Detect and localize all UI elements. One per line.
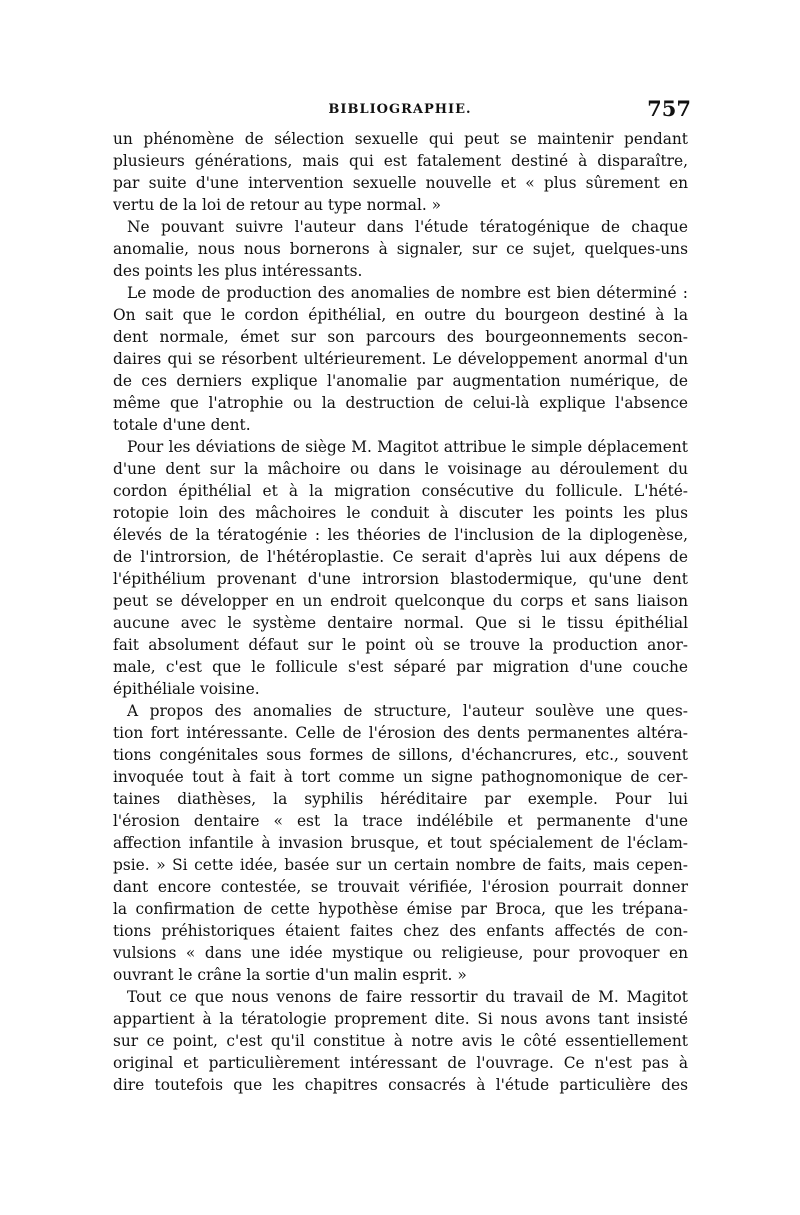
text-line: male, c'est que le follicule s'est séparé par migration d'une couche — [113, 658, 688, 676]
text-line: de l'introrsion, de l'hétéroplastie. Ce serait d'après lui aux dépens de — [113, 548, 688, 566]
body-text — [113, 128, 688, 1096]
text-line: affection infantile à invasion brusque, et tout spécialement de l'éclam- — [113, 834, 688, 852]
text-line: cordon épithélial et à la migration consécutive du follicule. L'hété- — [113, 482, 688, 500]
running-head — [113, 96, 691, 126]
text-line: rotopie loin des mâchoires le conduit à discuter les points les plus — [113, 504, 688, 522]
text-line: plusieurs générations, mais qui est fatalement destiné à disparaître, — [113, 152, 688, 170]
text-line: Tout ce que nous venons de faire ressortir du travail de M. Magitot — [127, 988, 688, 1006]
text-line: tions congénitales sous formes de sillons, d'échancrures, etc., souvent — [113, 746, 688, 764]
paragraph — [113, 436, 688, 700]
text-line: taines diathèses, la syphilis héréditaire par exemple. Pour lui — [113, 790, 688, 808]
text-line: aucune avec le système dentaire normal. Que si le tissu épithélial — [113, 614, 688, 632]
text-line: la confirmation de cette hypothèse émise par Broca, que les trépana- — [113, 900, 688, 918]
text-line: original et particulièrement intéressant de l'ouvrage. Ce n'est pas à — [113, 1054, 688, 1072]
text-line: Le mode de production des anomalies de nombre est bien déterminé : — [127, 284, 688, 302]
text-line: anomalie, nous nous bornerons à signaler, sur ce sujet, quelques-uns — [113, 240, 688, 258]
text-line: psie. » Si cette idée, basée sur un certain nombre de faits, mais cepen- — [113, 856, 688, 874]
text-line: fait absolument défaut sur le point où se trouve la production anor- — [113, 636, 688, 654]
text-line: ouvrant le crâne la sortie d'un malin esprit. » — [113, 966, 467, 984]
page-number: 757 — [647, 96, 691, 121]
text-line: totale d'une dent. — [113, 416, 251, 434]
text-line: épithéliale voisine. — [113, 680, 260, 698]
text-line: un phénomène de sélection sexuelle qui peut se maintenir pendant — [113, 130, 688, 148]
text-line: d'une dent sur la mâchoire ou dans le voisinage au déroulement du — [113, 460, 688, 478]
text-line: daires qui se résorbent ultérieurement. Le développement anormal d'un — [113, 350, 688, 368]
text-line: vulsions « dans une idée mystique ou religieuse, pour provoquer en — [113, 944, 688, 962]
text-line: même que l'atrophie ou la destruction de celui-là explique l'absence — [113, 394, 688, 412]
text-line: dent normale, émet sur son parcours des bourgeonnements secon- — [113, 328, 688, 346]
text-line: élevés de la tératogénie : les théories de l'inclusion de la diplogenèse, — [113, 526, 688, 544]
text-line: Ne pouvant suivre l'auteur dans l'étude tératogénique de chaque — [127, 218, 688, 236]
text-line: peut se développer en un endroit quelconque du corps et sans liaison — [113, 592, 688, 610]
paragraph — [113, 128, 688, 216]
text-line: appartient à la tératologie proprement dite. Si nous avons tant insisté — [113, 1010, 688, 1028]
text-line: dire toutefois que les chapitres consacrés à l'étude particulière des — [113, 1076, 688, 1094]
text-line: invoquée tout à fait à tort comme un signe pathognomonique de cer- — [113, 768, 688, 786]
paragraph — [113, 986, 688, 1096]
text-line: On sait que le cordon épithélial, en outre du bourgeon destiné à la — [113, 306, 688, 324]
text-line: sur ce point, c'est qu'il constitue à notre avis le côté essentiellement — [113, 1032, 688, 1050]
text-line: des points les plus intéressants. — [113, 262, 363, 280]
text-line: Pour les déviations de siège M. Magitot attribue le simple déplacement — [127, 438, 688, 456]
text-line: dant encore contestée, se trouvait vérifiée, l'érosion pourrait donner — [113, 878, 688, 896]
text-line: A propos des anomalies de structure, l'auteur soulève une ques- — [127, 702, 688, 720]
paragraph — [113, 282, 688, 436]
text-line: l'épithélium provenant d'une introrsion blastodermique, qu'une dent — [113, 570, 688, 588]
paragraph — [113, 216, 688, 282]
text-line: de ces derniers explique l'anomalie par augmentation numérique, de — [113, 372, 688, 390]
text-line: tions préhistoriques étaient faites chez des enfants affectés de con- — [113, 922, 688, 940]
text-line: tion fort intéressante. Celle de l'érosion des dents permanentes altéra- — [113, 724, 688, 742]
text-line: par suite d'une intervention sexuelle nouvelle et « plus sûrement en — [113, 174, 688, 192]
running-title: BIBLIOGRAPHIE. — [328, 102, 472, 117]
text-line: l'érosion dentaire « est la trace indélébile et permanente d'une — [113, 812, 688, 830]
paragraph — [113, 700, 688, 986]
text-line: vertu de la loi de retour au type normal. » — [113, 196, 442, 214]
